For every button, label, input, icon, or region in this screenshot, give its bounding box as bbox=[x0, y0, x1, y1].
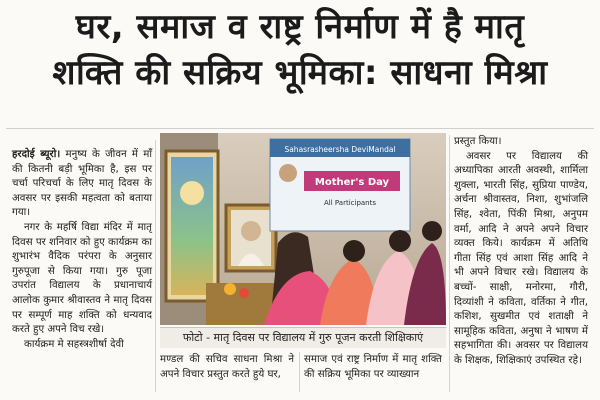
column-left-text-1: मनुष्य के जीवन में माँ की कितनी बड़ी भूमिका है, इस पर चर्चा परिचर्चा के लिए मातृ दिवस के अवसर पर इसकी महत्वता को बताया गया। bbox=[12, 149, 152, 219]
headline-line-1: घर, समाज व राष्ट्र निर्माण में है मातृ bbox=[75, 7, 525, 47]
column-below-mid-text: समाज एवं राष्ट्र निर्माण में मातृ शक्ति की सक्रिय भूमिका पर व्याख्यान bbox=[304, 354, 442, 380]
photo-caption: फोटो - मातृ दिवस पर विद्यालय में गुरु पूजन करती शिक्षिकाएं bbox=[160, 327, 446, 348]
banner-line-3: All Participants bbox=[323, 199, 377, 207]
teacher-2-head bbox=[343, 240, 365, 262]
headline-rule bbox=[6, 128, 594, 129]
news-photo bbox=[160, 133, 446, 325]
column-right-paragraph-1: अवसर पर विद्यालय की अध्यापिका आरती अवस्थी, शार्मिला शुक्ला, भारती सिंह, सुप्रिया पाण्डेय, अर्चना श्रीवास्तव, निशा, शुभांजलि सिंह, श्वेता, पिंकी मिश्रा, अनुपम वर्मा, आदि ने अपने अपने विचार व्यक्त किये। कार्यक्रम में अतिथि गीता सिंह एवं आशा सिंह आदि ने भी अपने विचार रखे। विद्यालय के बच्चों- साक्षी, मनोरमा, गौरी, दिव्यांशी ने कविता, वर्तिका ने गीत, कशिश, सुखमीत एवं शताक्षी ने सामूहिक कविता, अनुषा ने भाषण में सहभागिता की। अवसर पर विद्यालय के शिक्षक, शिक्षिकाएं उपस्थित रहे। bbox=[454, 150, 588, 366]
column-left-paragraph-2: नगर के महर्षि विद्या मंदिर में मातृ दिवस पर शनिवार को हुए कार्यक्रम का शुभारंभ वैदिक परंपरा के अनुसार गुरुपूजा से किया गया। गुरु पूजा उपरांत विद्यालय के प्रधानाचार्य आलोक कुमार श्रीवास्तव ने मातृ दिवस पर सम्पूर्ण माह शक्ति को धन्यवाद करते हुए अपने विच रखे। bbox=[12, 221, 152, 336]
banner-line-2: Mother's Day bbox=[314, 177, 390, 188]
teacher-4-head bbox=[422, 221, 442, 241]
painting-canvas bbox=[171, 157, 213, 295]
guru-face bbox=[241, 221, 261, 241]
banner-line-1: Sahasrasheersha DeviMandal bbox=[284, 145, 396, 154]
column-below-photo-middle bbox=[304, 353, 442, 382]
painting-sun bbox=[180, 181, 204, 205]
flowers-1 bbox=[224, 283, 236, 295]
column-left-paragraph-1 bbox=[12, 148, 152, 221]
headline bbox=[10, 4, 590, 96]
banner-portrait bbox=[279, 164, 297, 182]
dateline: हरदोई ब्यूरो। bbox=[12, 149, 61, 160]
column-left bbox=[12, 148, 152, 352]
column-divider-below bbox=[299, 352, 300, 392]
column-divider-right bbox=[449, 135, 450, 392]
news-photo-illustration bbox=[160, 133, 446, 325]
teacher-3-head bbox=[389, 230, 411, 252]
column-below-left-text: मण्डल की सचिव साधना मिश्रा ने अपने विचार प्रस्तुत करते हुये घर, bbox=[160, 354, 294, 380]
headline-line-2: शक्ति की सक्रिय भूमिका: साधना मिश्रा bbox=[52, 53, 548, 93]
column-divider-left bbox=[155, 140, 156, 392]
column-right-paragraph-0: प्रस्तुत किया। bbox=[454, 136, 502, 147]
flowers-2 bbox=[239, 288, 249, 298]
column-below-photo-left bbox=[160, 353, 294, 382]
column-left-paragraph-3: कार्यक्रम मे सहस्त्रशीर्षा देवी bbox=[24, 338, 124, 350]
column-right bbox=[454, 135, 588, 369]
